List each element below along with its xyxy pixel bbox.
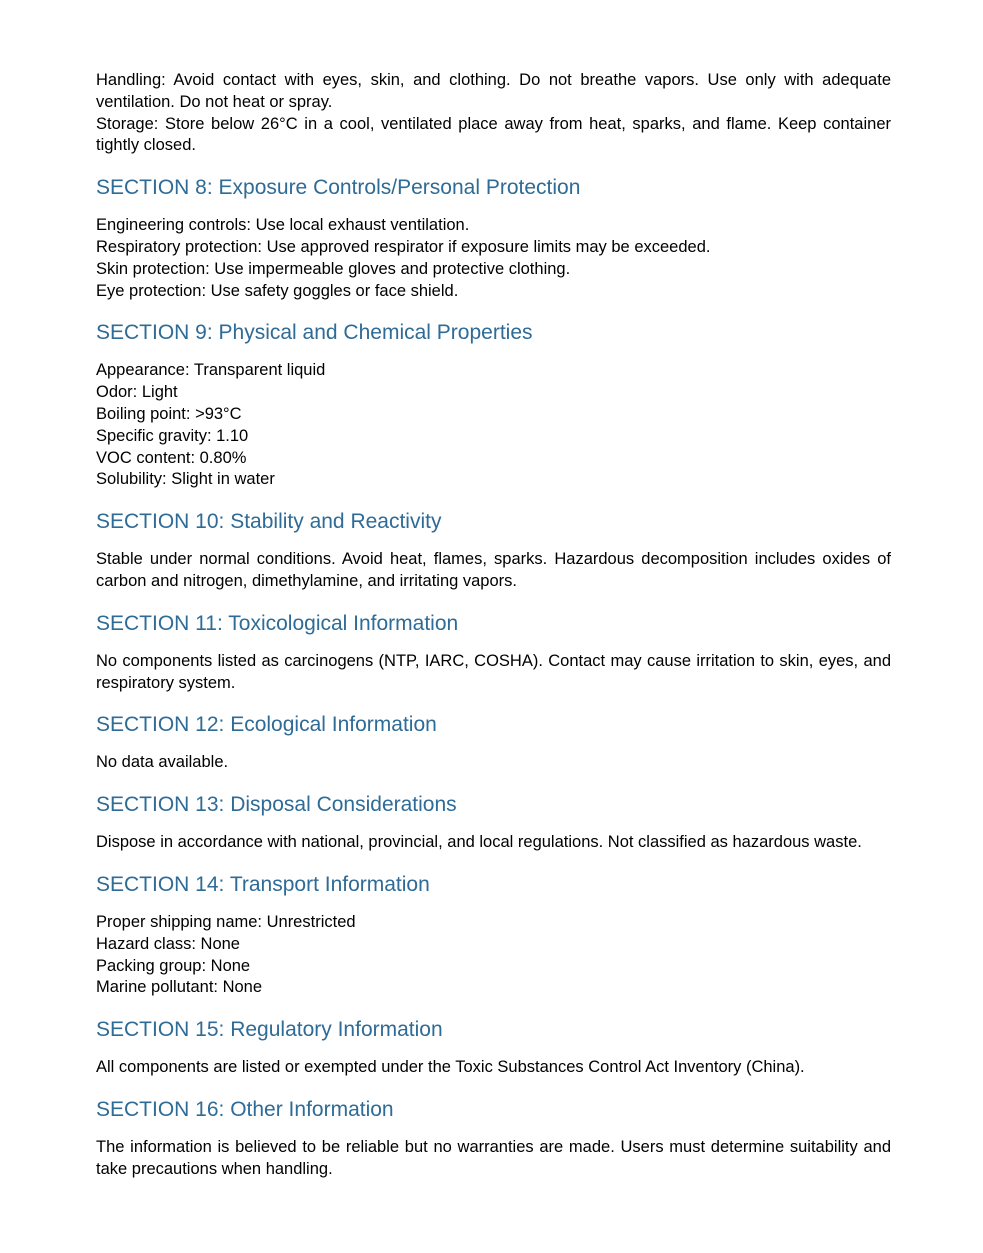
section-11-heading: SECTION 11: Toxicological Information [96,611,459,635]
document-page [96,70,891,1181]
section-13-heading: SECTION 13: Disposal Considerations [96,793,457,817]
eye-protection-line: Eye protection: Use safety goggles or face shield. [96,281,459,300]
solubility-line: Solubility: Slight in water [96,470,275,489]
specific-gravity-line: Specific gravity: 1.10 [96,426,249,445]
appearance-line: Appearance: Transparent liquid [96,361,326,380]
handling-text: Handling: Avoid contact with eyes, skin, and clothing. Do not breathe vapors. Use only with adequate ventilation. Do not heat or spray. [96,71,891,111]
storage-text: Storage: Store below 26°C in a cool, ventilated place away from heat, sparks, and flame. Keep container tightly closed. [96,114,891,155]
handling-storage-block [96,70,891,157]
section-13-text: Dispose in accordance with national, provincial, and local regulations. Not classified as hazardous waste. [96,833,862,852]
section-14-body [96,912,891,999]
section-15-heading: SECTION 15: Regulatory Information [96,1018,443,1042]
section-10-heading: SECTION 10: Stability and Reactivity [96,510,442,534]
section-15-text: All components are listed or exempted under the Toxic Substances Control Act Inventory (China). [96,1058,805,1077]
boiling-point-line: Boiling point: >93°C [96,404,242,423]
skin-protection-line: Skin protection: Use impermeable gloves and protective clothing. [96,259,571,278]
section-12-heading: SECTION 12: Ecological Information [96,713,437,737]
section-16-text: The information is believed to be reliable but no warranties are made. Users must determine suitability and take precautions when handling. [96,1137,891,1178]
section-16-heading: SECTION 16: Other Information [96,1097,394,1121]
odor-line: Odor: Light [96,383,178,402]
packing-group-line: Packing group: None [96,956,251,975]
engineering-controls-line: Engineering controls: Use local exhaust ventilation. [96,216,470,235]
respiratory-protection-line: Respiratory protection: Use approved respirator if exposure limits may be exceeded. [96,237,711,256]
section-12-text: No data available. [96,753,229,772]
section-9-body [96,360,891,491]
section-8-heading: SECTION 8: Exposure Controls/Personal Protection [96,176,581,200]
marine-pollutant-line: Marine pollutant: None [96,978,263,997]
shipping-name-line: Proper shipping name: Unrestricted [96,912,356,931]
section-8-body [96,215,891,302]
voc-content-line: VOC content: 0.80% [96,448,247,467]
section-11-text: No components listed as carcinogens (NTP, IARC, COSHA). Contact may cause irritation to skin, eyes, and respiratory system. [96,651,891,692]
section-14-heading: SECTION 14: Transport Information [96,872,430,896]
section-9-heading: SECTION 9: Physical and Chemical Properties [96,321,533,345]
hazard-class-line: Hazard class: None [96,934,240,953]
section-10-text: Stable under normal conditions. Avoid heat, flames, sparks. Hazardous decomposition includes oxides of carbon and nitrogen, dimethylamine, and irritating vapors. [96,550,891,590]
